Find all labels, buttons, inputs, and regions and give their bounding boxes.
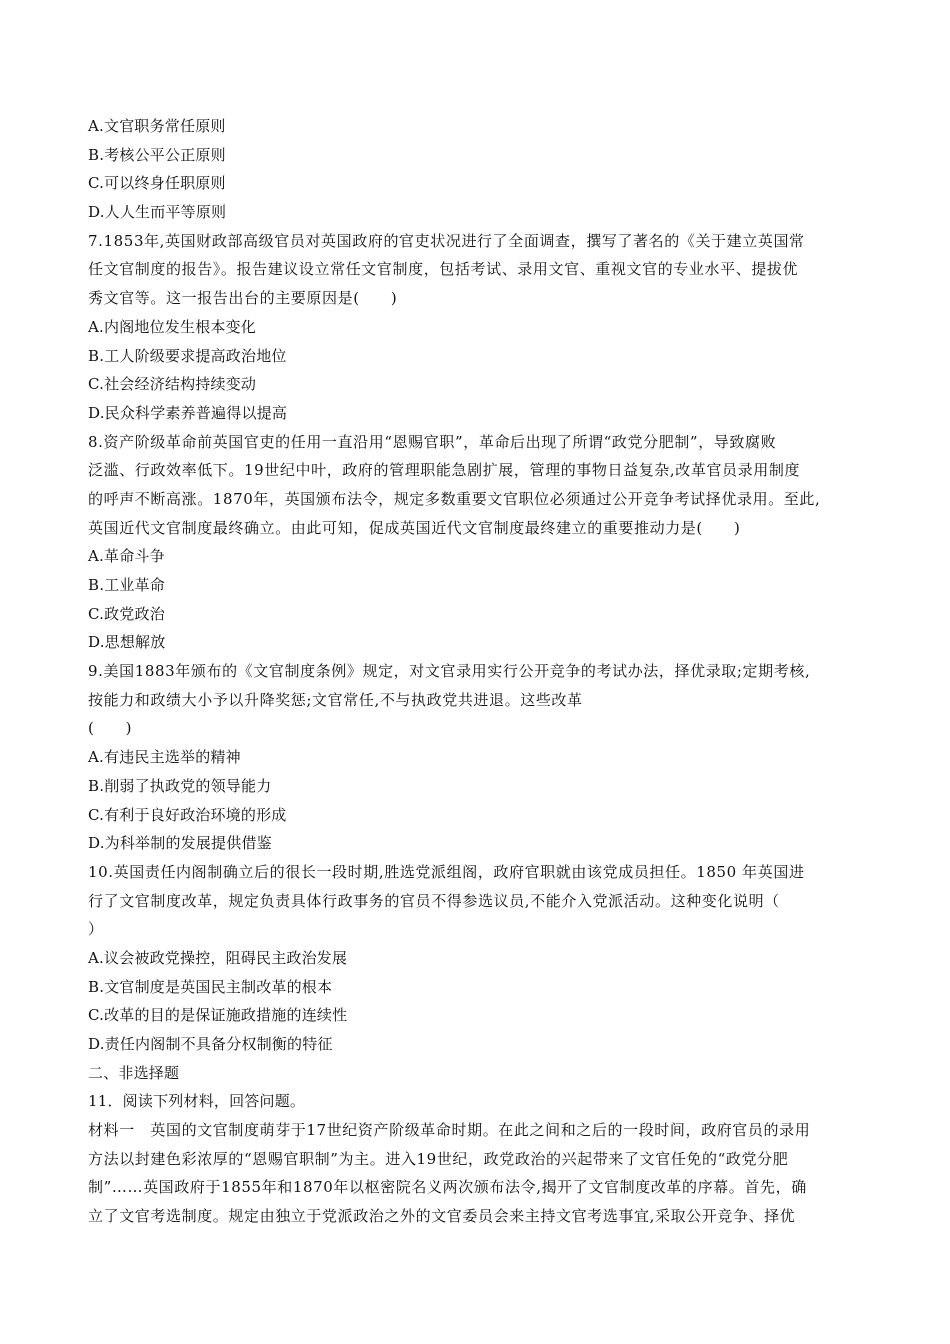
option-b: B.考核公平公正原则 bbox=[88, 145, 226, 164]
option-a: A.议会被政党操控，阻碍民主政治发展 bbox=[88, 948, 348, 967]
answer-blank: ） bbox=[88, 920, 104, 939]
option-c: C.社会经济结构持续变动 bbox=[88, 375, 257, 394]
stem-line: 泛滥、行政效率低下。19世纪中叶，政府的管理职能急剧扩展，管理的事物日益复杂,改革官员录用制度 bbox=[88, 461, 801, 480]
material-line: 方法以封建色彩浓厚的“恩赐官职制”为主。进入19世纪，政党政治的兴起带来了文官任免的“政党分肥 bbox=[88, 1149, 789, 1168]
option-d: D.人人生而平等原则 bbox=[88, 203, 227, 222]
option-a: A.革命斗争 bbox=[88, 547, 165, 566]
stem-line: 英国近代文官制度最终确立。由此可知，促成英国近代文官制度最终建立的重要推动力是( ) bbox=[88, 518, 741, 537]
option-b: B.工人阶级要求提高政治地位 bbox=[88, 346, 287, 365]
question-stem bbox=[88, 227, 878, 313]
section-title: 二、非选择题 bbox=[88, 1063, 180, 1082]
option-d: D.民众科学素养普遍得以提高 bbox=[88, 403, 288, 422]
option-d: D.为科举制的发展提供借鉴 bbox=[88, 834, 272, 853]
exam-page bbox=[88, 112, 878, 1231]
stem-line: 9.美国1883年颁布的《文官制度条例》规定，对文官录用实行公开竞争的考试办法，择优录取;定期考核, bbox=[88, 662, 811, 681]
question-stem bbox=[88, 428, 878, 543]
stem-line: 的呼声不断高涨。1870年，英国颁布法令，规定多数重要文官职位必须通过公开竞争考试择优录用。至此, bbox=[88, 489, 821, 508]
question-stem bbox=[88, 657, 878, 743]
option-b: B.削弱了执政党的领导能力 bbox=[88, 776, 272, 795]
stem-line: 行了文官制度改革，规定负责具体行政事务的官员不得参选议员,不能介入党派活动。这种变化说明（ bbox=[88, 891, 780, 910]
option-a: A.内阁地位发生根本变化 bbox=[88, 317, 257, 336]
option-d: D.责任内阁制不具备分权制衡的特征 bbox=[88, 1035, 333, 1053]
question-stem bbox=[88, 858, 878, 944]
material-line: 材料一 英国的文官制度萌芽于17世纪资产阶级革命时期。在此之间和之后的一段时间，政府官员的录用 bbox=[88, 1121, 811, 1140]
question-9 bbox=[88, 657, 878, 858]
option-b: B.文官制度是英国民主制改革的根本 bbox=[88, 977, 333, 996]
question-11 bbox=[88, 1087, 878, 1230]
stem-line: 7.1853年,英国财政部高级官员对英国政府的官吏状况进行了全面调查，撰写了著名的《关于建立英国常 bbox=[88, 231, 805, 250]
option-c: C.政党政治 bbox=[88, 604, 165, 623]
stem-line: 秀文官等。这一报告出台的主要原因是( ) bbox=[88, 289, 398, 308]
option-d: D.思想解放 bbox=[88, 633, 166, 652]
material-one bbox=[88, 1116, 878, 1231]
option-a: A.有违民主选举的精神 bbox=[88, 748, 241, 767]
option-c: C.有利于良好政治环境的形成 bbox=[88, 805, 287, 824]
stem-line: 任文官制度的报告》。报告建议设立常任文官制度，包括考试、录用文官、重视文官的专业水平、提拔优 bbox=[88, 260, 799, 279]
option-c: C.可以终身任职原则 bbox=[88, 174, 226, 193]
option-c: C.改革的目的是保证施政措施的连续性 bbox=[88, 1006, 348, 1025]
question-7 bbox=[88, 227, 878, 428]
stem-line: 8.资产阶级革命前英国官吏的任用一直沿用“恩赐官职”，革命后出现了所谓“政党分肥制”，导致腐败 bbox=[88, 432, 777, 451]
option-a: A.文官职务常任原则 bbox=[88, 117, 226, 135]
material-line: 制”……英国政府于1855年和1870年以枢密院名义两次颁布法令,揭开了文官制度改革的序幕。首先，确 bbox=[88, 1178, 807, 1197]
option-b: B.工业革命 bbox=[88, 576, 165, 594]
stem-line: 10.英国责任内阁制确立后的很长一段时期,胜选党派组阁，政府官职就由该党成员担任。1850 年英国进 bbox=[88, 862, 805, 881]
question-10 bbox=[88, 858, 878, 1059]
question-8 bbox=[88, 428, 878, 658]
question-intro: 11．阅读下列材料，回答问题。 bbox=[88, 1092, 306, 1111]
stem-line: 按能力和政绩大小予以升降奖惩;文官常任,不与执政党共进退。这些改革 bbox=[88, 690, 583, 709]
question-6-options bbox=[88, 112, 878, 227]
answer-blank: ( ) bbox=[88, 719, 133, 738]
material-line: 立了文官考选制度。规定由独立于党派政治之外的文官委员会来主持文官考选事宜,采取公开竞争、择优 bbox=[88, 1207, 796, 1226]
